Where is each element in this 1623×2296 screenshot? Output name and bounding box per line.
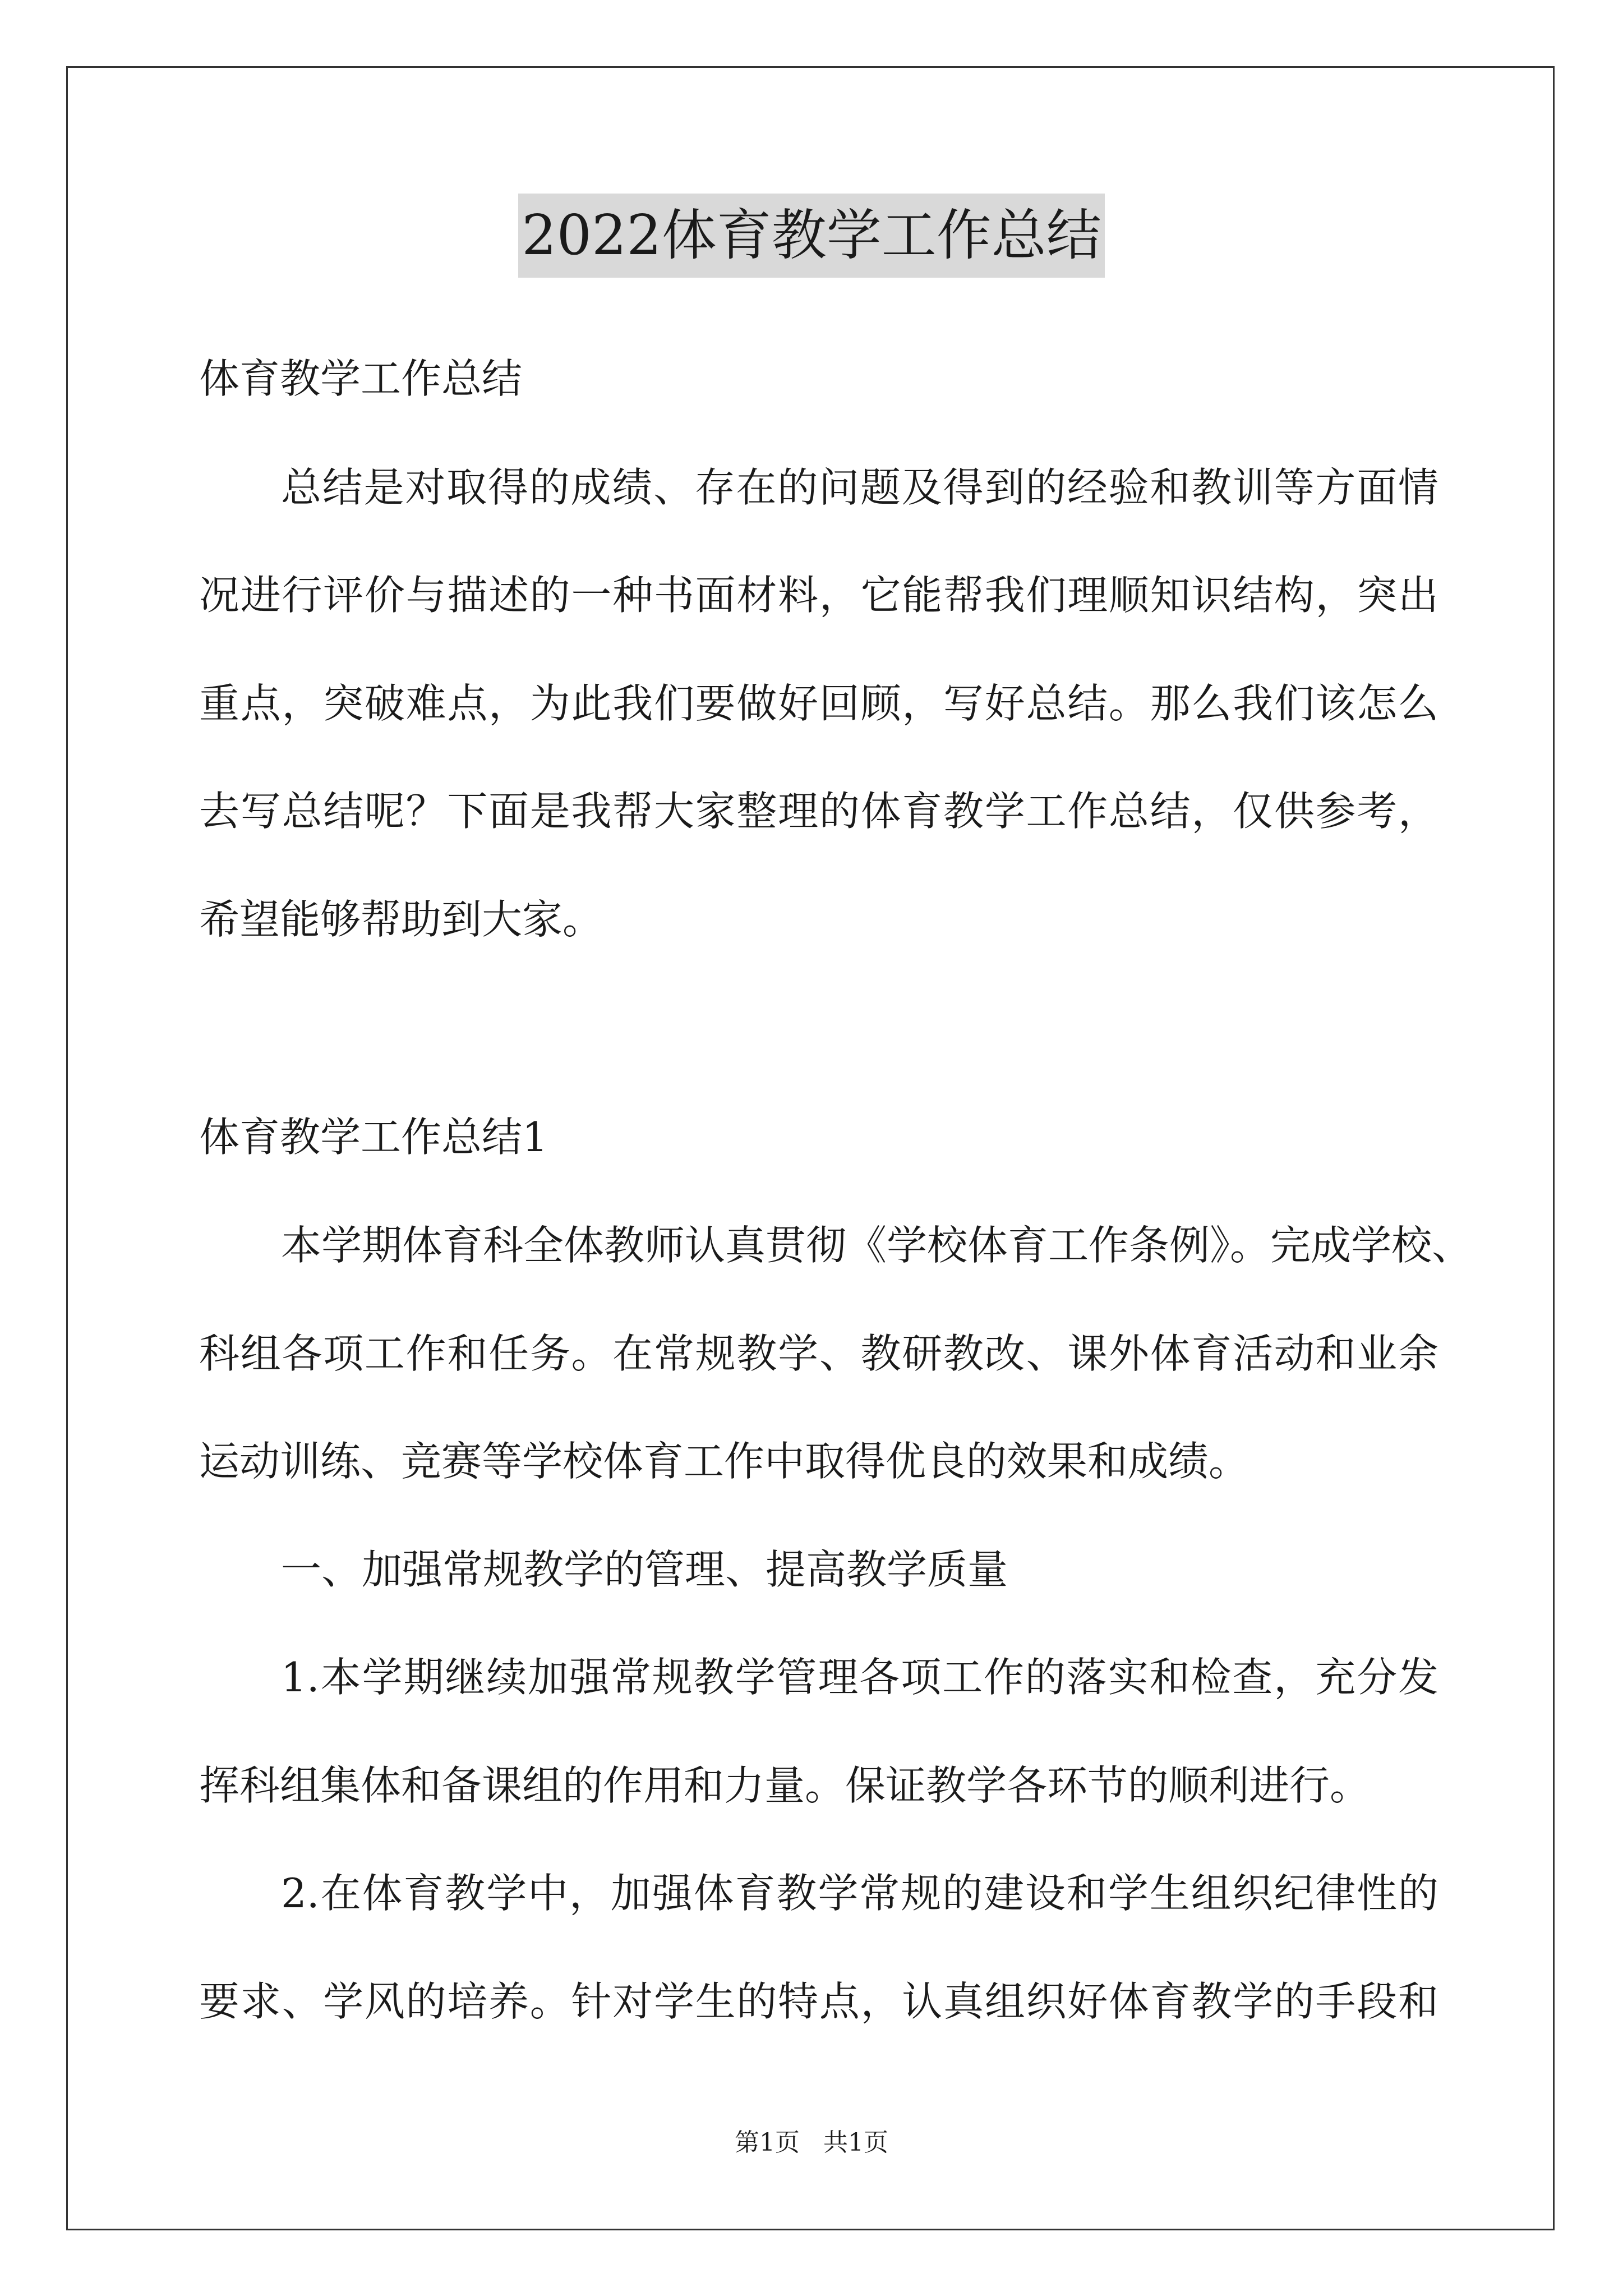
section-heading: 体育教学工作总结1 — [199, 1114, 548, 1161]
paragraph-line: 去写总结呢？下面是我帮大家整理的体育教学工作总结，仅供参考， — [199, 788, 1438, 835]
paragraph-line: 况进行评价与描述的一种书面材料，它能帮我们理顺知识结构，突出 — [199, 572, 1438, 619]
paragraph-line: 总结是对取得的成绩、存在的问题及得到的经验和教训等方面情 — [281, 464, 1438, 511]
paragraph-line: 1.本学期继续加强常规教学管理各项工作的落实和检查，充分发 — [281, 1654, 1438, 1701]
paragraph-line: 运动训练、竞赛等学校体育工作中取得优良的效果和成绩。 — [199, 1438, 1249, 1485]
paragraph-line: 本学期体育科全体教师认真贯彻《学校体育工作条例》。完成学校、 — [281, 1222, 1473, 1269]
paragraph-line: 2.在体育教学中，加强体育教学常规的建设和学生组织纪律性的 — [281, 1870, 1438, 1917]
paragraph-line: 要求、学风的培养。针对学生的特点，认真组织好体育教学的手段和 — [199, 1978, 1438, 2025]
document-title-block — [0, 194, 1623, 278]
page-total: 共1页 — [823, 2128, 888, 2157]
subtitle-line: 体育教学工作总结 — [199, 355, 523, 402]
subsection-heading: 一、加强常规教学的管理、提高教学质量 — [281, 1546, 1008, 1593]
paragraph-line: 科组各项工作和任务。在常规教学、教研教改、课外体育活动和业余 — [199, 1330, 1438, 1377]
paragraph-line: 挥科组集体和备课组的作用和力量。保证教学各环节的顺利进行。 — [199, 1762, 1371, 1809]
page-number: 第1页 — [735, 2128, 800, 2157]
page-footer — [0, 2126, 1623, 2160]
paragraph-line: 希望能够帮助到大家。 — [199, 896, 603, 943]
document-title: 2022体育教学工作总结 — [518, 194, 1104, 278]
paragraph-line: 重点，突破难点，为此我们要做好回顾，写好总结。那么我们该怎么 — [199, 680, 1438, 727]
